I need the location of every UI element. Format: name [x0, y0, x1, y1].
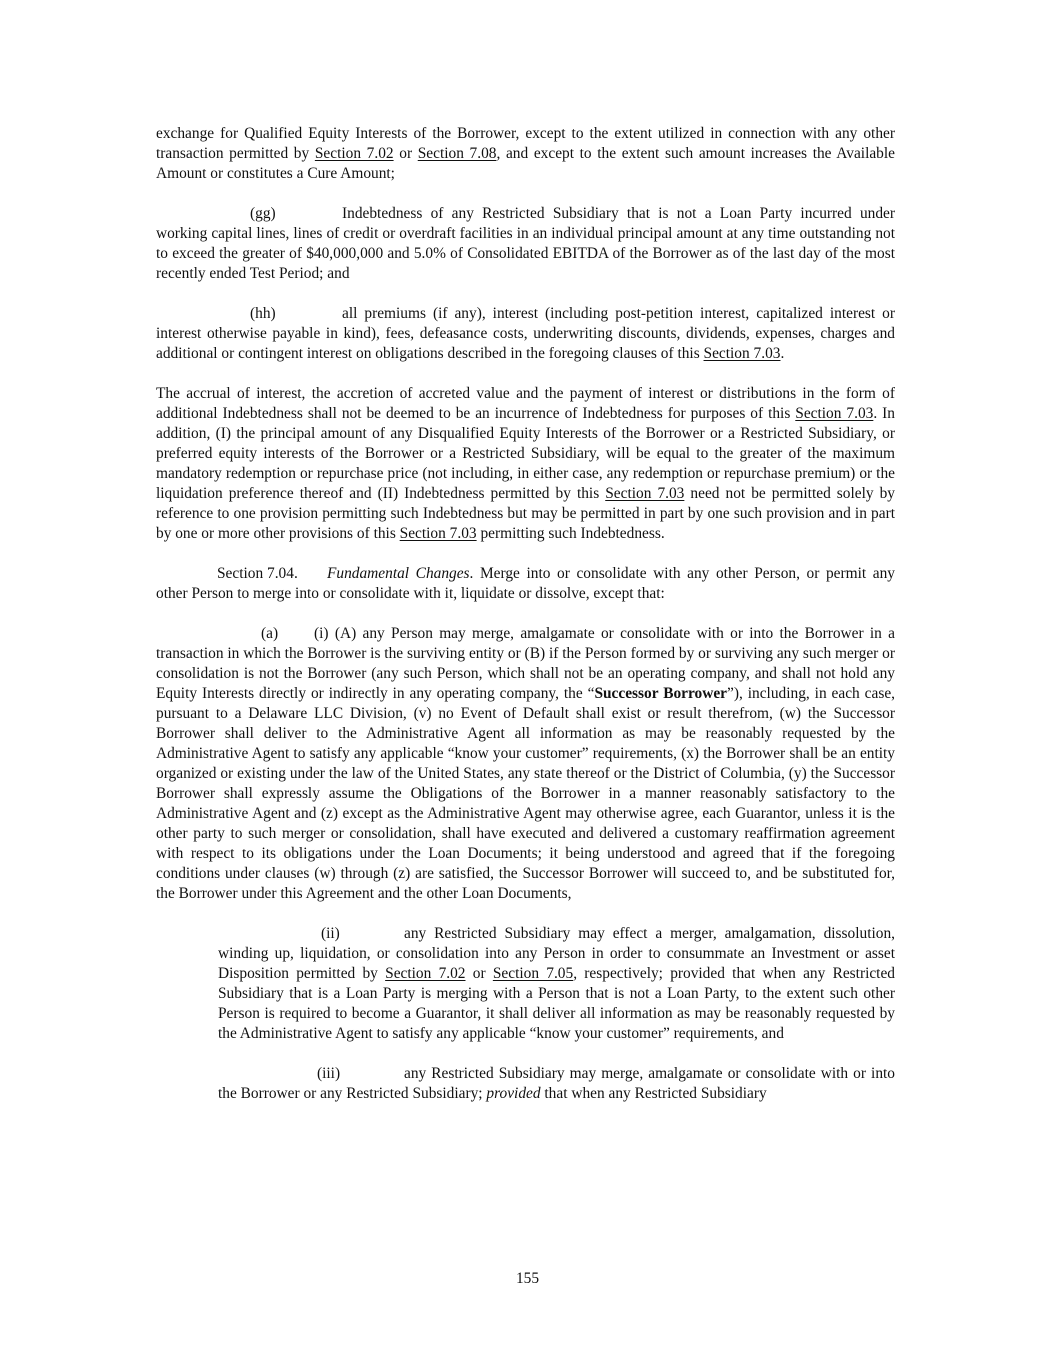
section-7-02-reference: Section 7.02 — [314, 145, 394, 162]
defined-term-successor-borrower: Successor Borrower — [594, 685, 728, 702]
clause-a-label: (a) — [261, 625, 279, 642]
section-7-02-reference: Section 7.02 — [385, 965, 466, 982]
clause-hh: (hh) all premiums (if any), interest (including post-petition interest, capitalized interest or interest otherwise payable in kind), fees, defeasance costs, underwriting discounts, dividends, expenses, charges and additional or contingent interest on obligations described in the foregoing clauses of this Section 7.03. — [156, 305, 895, 362]
section-7-03-reference: Section 7.03 — [605, 485, 685, 502]
clause-a-iii: (iii) any Restricted Subsidiary may merge, amalgamate or consolidate with or into the Borrower or any Restricted Subsidiary; provided that when any Restricted Subsidiary — [218, 1065, 895, 1102]
section-7-08-reference: Section 7.08 — [417, 145, 497, 162]
section-number: Section 7.04. — [217, 565, 298, 582]
section-7-03-reference: Section 7.03 — [703, 345, 781, 362]
page-number: 155 — [515, 1270, 540, 1287]
accrual-paragraph: The accrual of interest, the accretion of accreted value and the payment of interest or distributions in the form of additional Indebtedness shall not be deemed to be an incurrence of Indebtedness for purposes of this Section 7.03. In addition, (I) the principal amount of any Disqualified Equity Interests of the Borrower or a Restricted Subsidiary, or preferred equity interests of the Borrower or a Restricted Subsidiary, will be equal to the greater of the maximum mandatory redemption or repurchase price (not including, in either case, any redemption or repurchase premium) or the liquidation preference thereof and (II) Indebtedness permitted by this Section 7.03 need not be permitted solely by reference to one provision permitting such Indebtedness but may be permitted in part by one such provision and in part by one or more other provisions of this Section 7.03 permitting such Indebtedness. — [156, 385, 895, 542]
document-body — [156, 124, 895, 1104]
section-7-03-reference: Section 7.03 — [795, 405, 874, 422]
clause-gg-label: (gg) — [250, 205, 276, 222]
proviso-italic: provided — [486, 1085, 541, 1102]
clause-hh-label: (hh) — [250, 305, 276, 322]
section-7-04-heading: Section 7.04. Fundamental Changes. Merge into or consolidate with any other Person, or permit any other Person to merge into or consolidate with it, liquidate or dissolve, except that: — [156, 565, 895, 602]
clause-gg: (gg) Indebtedness of any Restricted Subsidiary that is not a Loan Party incurred under working capital lines, lines of credit or overdraft facilities in an individual principal amount at any time outstanding not to exceed the greater of $40,000,000 and 5.0% of Consolidated EBITDA of the Borrower as of the last day of the most recently ended Test Period; and — [156, 205, 895, 282]
clause-a: (a) (i) (A) any Person may merge, amalgamate or consolidate with or into the Borrower in a transaction in which the Borrower is the surviving entity or (B) if the Person formed by or surviving any such merger or consolidation is not the Borrower (any such Person, which shall not be an operating company, and shall not hold any Equity Interests directly or indirectly in any operating company, the “Successor Borrower”), including, in each case, pursuant to a Delaware LLC Division, (v) no Event of Default shall exist or result therefrom, (w) the Successor Borrower shall deliver to the Administrative Agent all information as may be reasonably requested by the Administrative Agent to satisfy any applicable “know your customer” requirements, (x) the Borrower shall be an entity organized or existing under the law of the United States, any state thereof or the District of Columbia, (y) the Successor Borrower shall expressly assume the Obligations of the Borrower in a manner reasonably satisfactory to the Administrative Agent and (z) except as the Administrative Agent may otherwise agree, each Guarantor, unless it is the other party to such merger or consolidation, shall have executed and delivered a customary reaffirmation agreement with respect to its obligations under the Loan Documents; it being understood and agreed that if the foregoing conditions under clauses (w) through (z) are satisfied, the Successor Borrower will succeed to, and be substituted for, the Borrower under this Agreement and the other Loan Documents, — [156, 625, 896, 902]
paragraph-continuation: exchange for Qualified Equity Interests of the Borrower, except to the extent utilized in connection with any other transaction permitted by Section 7.02 or Section 7.08, and except to the extent such amount increases the Available Amount or constitutes a Cure Amount; — [156, 125, 895, 182]
section-title: Fundamental Changes — [327, 565, 470, 582]
clause-iii-label: (iii) — [317, 1065, 341, 1082]
clause-a-ii: (ii) any Restricted Subsidiary may effect a merger, amalgamation, dissolution, winding up, liquidation, or consolidation into any Person in order to consummate an Investment or asset Disposition permitted by Section 7.02 or Section 7.05, respectively; provided that when any Restricted Subsidiary that is a Loan Party is merging with a Person that is not a Loan Party, to the extent such other Person is required to become a Guarantor, it shall deliver all information as may be reasonably requested by the Administrative Agent to satisfy any applicable “know your customer” requirements, and — [218, 925, 895, 1042]
section-7-03-reference: Section 7.03 — [399, 525, 477, 542]
section-7-05-reference: Section 7.05 — [492, 965, 574, 982]
clause-ii-label: (ii) — [321, 925, 340, 942]
